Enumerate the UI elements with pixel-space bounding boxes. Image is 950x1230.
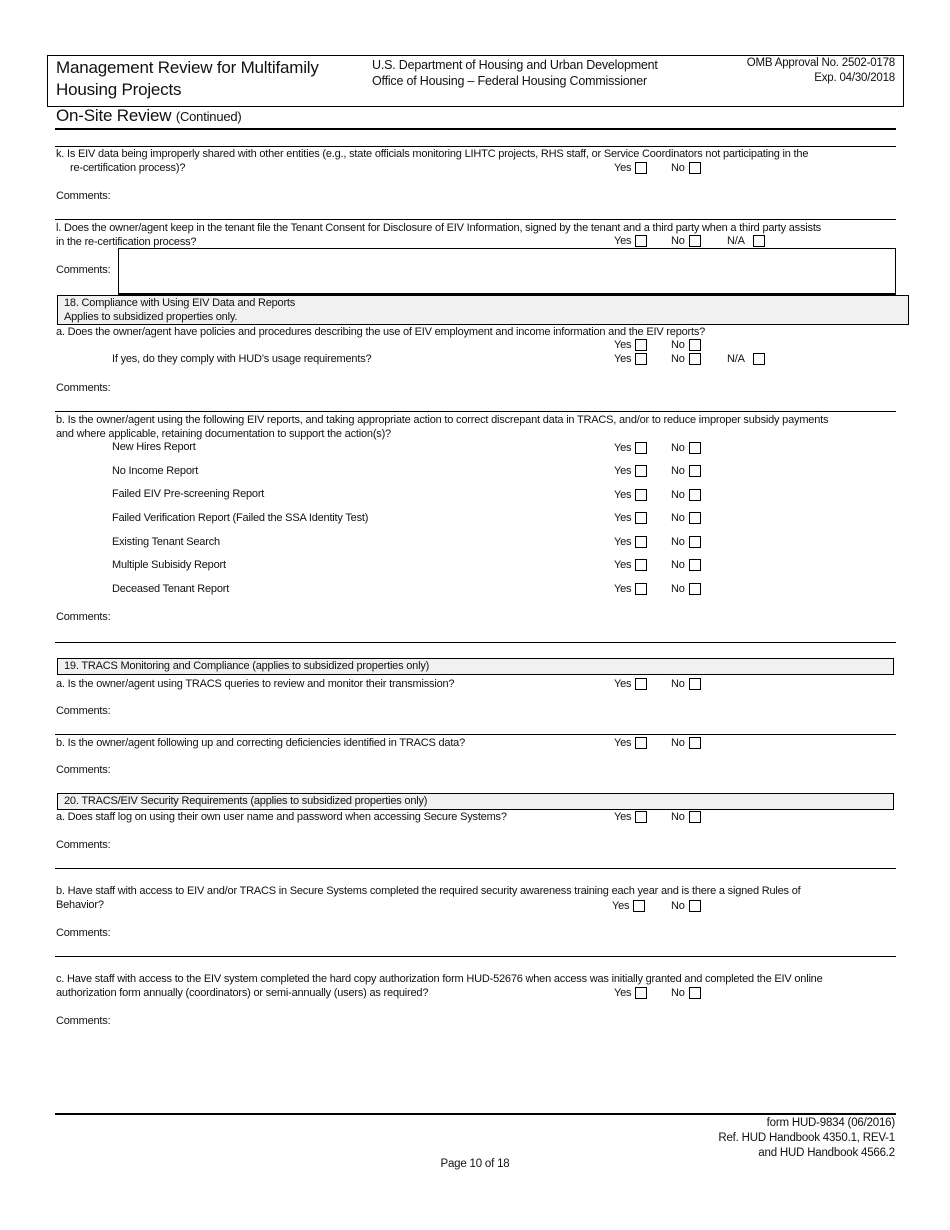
no-option <box>671 489 701 501</box>
no-label: No <box>671 737 685 749</box>
yes-checkbox[interactable] <box>635 987 647 999</box>
yes-label: Yes <box>614 339 632 351</box>
divider <box>55 734 896 735</box>
section-20-header <box>57 793 894 810</box>
na-label: N/A <box>727 235 745 247</box>
yes-option <box>614 737 647 749</box>
question-18a <box>56 325 891 339</box>
question-text: a. Does the owner/agent have policies and procedures describing the use of EIV employment and income information and the EIV reports? <box>56 326 706 338</box>
question-text: in the re-certification process? <box>56 236 197 248</box>
no-label: No <box>671 162 685 174</box>
question-text: b. Have staff with access to EIV and/or TRACS in Secure Systems completed the required security awareness training each year and is there a signed Rules of <box>56 885 801 897</box>
yes-checkbox[interactable] <box>635 583 647 595</box>
no-option <box>671 512 701 524</box>
question-text: l. Does the owner/agent keep in the tenant file the Tenant Consent for Disclosure of EIV Information, signed by the tenant and a third party when a third party assists <box>56 222 821 234</box>
divider <box>55 642 896 643</box>
question-20b <box>56 884 891 912</box>
yes-label: Yes <box>614 512 632 524</box>
question-text: re-certification process)? <box>70 162 186 174</box>
yes-label: Yes <box>614 737 632 749</box>
yes-option <box>614 583 647 595</box>
no-label: No <box>671 559 685 571</box>
report-label: Deceased Tenant Report <box>112 583 230 595</box>
question-text: b. Is the owner/agent following up and correcting deficiencies identified in TRACS data? <box>56 737 466 749</box>
no-checkbox[interactable] <box>689 512 701 524</box>
footer-refs <box>718 1116 895 1161</box>
no-checkbox[interactable] <box>689 162 701 174</box>
section-title-suffix: (Continued) <box>175 109 242 124</box>
question-20c <box>56 972 891 1000</box>
question-k <box>56 147 891 175</box>
no-checkbox[interactable] <box>689 442 701 454</box>
no-option <box>671 737 701 749</box>
section-18-header <box>57 295 909 325</box>
form-title-line2: Housing Projects <box>56 80 182 99</box>
yes-label: Yes <box>614 559 632 571</box>
comments-field[interactable] <box>118 248 896 295</box>
no-checkbox[interactable] <box>689 987 701 999</box>
no-label: No <box>671 442 685 454</box>
yes-checkbox[interactable] <box>635 442 647 454</box>
no-option <box>671 235 701 247</box>
page-number: Page 10 of 18 <box>440 1158 510 1170</box>
no-checkbox[interactable] <box>689 559 701 571</box>
no-option <box>671 583 701 595</box>
divider <box>55 956 896 957</box>
na-checkbox[interactable] <box>753 353 765 365</box>
question-18a-sub: If yes, do they comply with HUD’s usage requirements? <box>112 353 372 365</box>
no-option <box>671 559 701 571</box>
no-checkbox[interactable] <box>689 536 701 548</box>
question-text: authorization form annually (coordinators) or semi-annually (users) as required? <box>56 987 429 999</box>
form-title-line1: Management Review for Multifamily <box>56 58 319 77</box>
no-label: No <box>671 583 685 595</box>
no-checkbox[interactable] <box>689 678 701 690</box>
yes-option <box>614 162 647 174</box>
no-label: No <box>671 678 685 690</box>
yes-label: Yes <box>614 465 632 477</box>
yes-checkbox[interactable] <box>635 465 647 477</box>
na-checkbox[interactable] <box>753 235 765 247</box>
yes-option <box>614 339 647 351</box>
yes-option <box>614 987 647 999</box>
yes-checkbox[interactable] <box>635 536 647 548</box>
no-option <box>671 678 701 690</box>
form-title <box>56 57 319 101</box>
question-18b <box>56 413 891 441</box>
yes-checkbox[interactable] <box>635 353 647 365</box>
no-checkbox[interactable] <box>689 811 701 823</box>
yes-label: Yes <box>614 162 632 174</box>
question-text: a. Does staff log on using their own user name and password when accessing Secure Systems? <box>56 811 507 823</box>
question-text: k. Is EIV data being improperly shared with other entities (e.g., state officials monitoring LIHTC projects, RHS staff, or Service Coordinators not participating in the <box>56 148 809 160</box>
yes-checkbox[interactable] <box>635 235 647 247</box>
section-18-title: 18. Compliance with Using EIV Data and Reports <box>64 297 296 309</box>
yes-checkbox[interactable] <box>633 900 645 912</box>
yes-checkbox[interactable] <box>635 489 647 501</box>
comments-label: Comments: <box>56 839 111 851</box>
yes-option <box>614 235 647 247</box>
divider <box>55 411 896 412</box>
comments-label: Comments: <box>56 1015 111 1027</box>
yes-label: Yes <box>612 900 630 912</box>
no-label: No <box>671 353 685 365</box>
yes-checkbox[interactable] <box>635 339 647 351</box>
question-20a <box>56 810 891 824</box>
na-option <box>727 235 765 247</box>
omb-expiration: Exp. 04/30/2018 <box>814 72 895 84</box>
comments-label: Comments: <box>56 764 111 776</box>
yes-option <box>614 489 647 501</box>
report-label: Multiple Subisidy Report <box>112 559 226 571</box>
section-title-main: On-Site Review <box>56 106 172 125</box>
comments-label: Comments: <box>56 705 111 717</box>
yes-option <box>614 559 647 571</box>
department-line2: Office of Housing – Federal Housing Commissioner <box>372 74 648 88</box>
question-text: b. Is the owner/agent using the following EIV reports, and taking appropriate action to correct discrepant data in TRACS, and/or to reduce improper subsidy payments <box>56 414 829 426</box>
question-text: Behavior? <box>56 899 104 911</box>
section-19-header <box>57 658 894 675</box>
divider <box>55 868 896 869</box>
no-label: No <box>671 465 685 477</box>
handbook-ref-1: Ref. HUD Handbook 4350.1, REV-1 <box>718 1132 895 1144</box>
no-label: No <box>671 235 685 247</box>
no-label: No <box>671 536 685 548</box>
no-label: No <box>671 339 685 351</box>
yes-label: Yes <box>614 583 632 595</box>
no-checkbox[interactable] <box>689 235 701 247</box>
report-label: New Hires Report <box>112 441 196 453</box>
report-label: Existing Tenant Search <box>112 536 220 548</box>
question-l <box>56 221 891 249</box>
no-option <box>671 536 701 548</box>
yes-checkbox[interactable] <box>635 678 647 690</box>
comments-label: Comments: <box>56 927 111 939</box>
yes-checkbox[interactable] <box>635 737 647 749</box>
handbook-ref-2: and HUD Handbook 4566.2 <box>758 1147 895 1159</box>
question-text: and where applicable, retaining documentation to support the action(s)? <box>56 428 391 440</box>
no-label: No <box>671 489 685 501</box>
na-label: N/A <box>727 353 745 365</box>
yes-label: Yes <box>614 678 632 690</box>
question-19a <box>56 677 891 691</box>
form-number: form HUD-9834 (06/2016) <box>766 1117 895 1129</box>
no-option <box>671 162 701 174</box>
yes-checkbox[interactable] <box>635 162 647 174</box>
footer-divider <box>55 1113 896 1115</box>
no-option <box>671 987 701 999</box>
yes-label: Yes <box>614 489 632 501</box>
yes-option <box>612 900 645 912</box>
yes-option <box>614 353 647 365</box>
comments-label: Comments: <box>56 382 111 394</box>
section-title <box>56 106 242 126</box>
comments-label: Comments: <box>56 611 111 623</box>
no-label: No <box>671 900 685 912</box>
yes-label: Yes <box>614 235 632 247</box>
report-label: Failed EIV Pre-screening Report <box>112 488 265 500</box>
no-label: No <box>671 811 685 823</box>
yes-option <box>614 678 647 690</box>
question-19b <box>56 736 891 750</box>
question-text: a. Is the owner/agent using TRACS queries to review and monitor their transmission? <box>56 678 455 690</box>
yes-option <box>614 811 647 823</box>
report-label: No Income Report <box>112 465 199 477</box>
no-option <box>671 339 701 351</box>
no-option <box>671 353 701 365</box>
report-label: Failed Verification Report (Failed the SSA Identity Test) <box>112 512 369 524</box>
no-checkbox[interactable] <box>689 339 701 351</box>
section-18-subtitle: Applies to subsidized properties only. <box>64 311 238 323</box>
yes-label: Yes <box>614 811 632 823</box>
yes-option <box>614 512 647 524</box>
yes-label: Yes <box>614 442 632 454</box>
no-checkbox[interactable] <box>689 489 701 501</box>
omb-approval: OMB Approval No. 2502-0178 <box>746 57 895 69</box>
no-checkbox[interactable] <box>689 737 701 749</box>
no-checkbox[interactable] <box>689 353 701 365</box>
comments-label: Comments: <box>56 264 111 276</box>
divider <box>55 128 896 130</box>
no-label: No <box>671 512 685 524</box>
question-text: c. Have staff with access to the EIV system completed the hard copy authorization form HUD-52676 when access was initially granted and completed the EIV online <box>56 973 823 985</box>
comments-label: Comments: <box>56 190 111 202</box>
omb-info <box>747 56 895 86</box>
department-line1: U.S. Department of Housing and Urban Development <box>372 58 658 72</box>
yes-option <box>614 465 647 477</box>
no-option <box>671 442 701 454</box>
yes-label: Yes <box>614 353 632 365</box>
no-checkbox[interactable] <box>689 465 701 477</box>
no-checkbox[interactable] <box>689 900 701 912</box>
yes-checkbox[interactable] <box>635 811 647 823</box>
yes-checkbox[interactable] <box>635 559 647 571</box>
divider <box>55 219 896 220</box>
yes-checkbox[interactable] <box>635 512 647 524</box>
no-label: No <box>671 987 685 999</box>
yes-label: Yes <box>614 536 632 548</box>
no-option <box>671 465 701 477</box>
section-19-title: 19. TRACS Monitoring and Compliance (applies to subsidized properties only) <box>64 660 430 672</box>
no-option <box>671 811 701 823</box>
no-checkbox[interactable] <box>689 583 701 595</box>
department <box>372 57 658 89</box>
yes-label: Yes <box>614 987 632 999</box>
yes-option <box>614 442 647 454</box>
na-option <box>727 353 765 365</box>
section-20-title: 20. TRACS/EIV Security Requirements (applies to subsidized properties only) <box>64 795 428 807</box>
yes-option <box>614 536 647 548</box>
no-option <box>671 900 701 912</box>
